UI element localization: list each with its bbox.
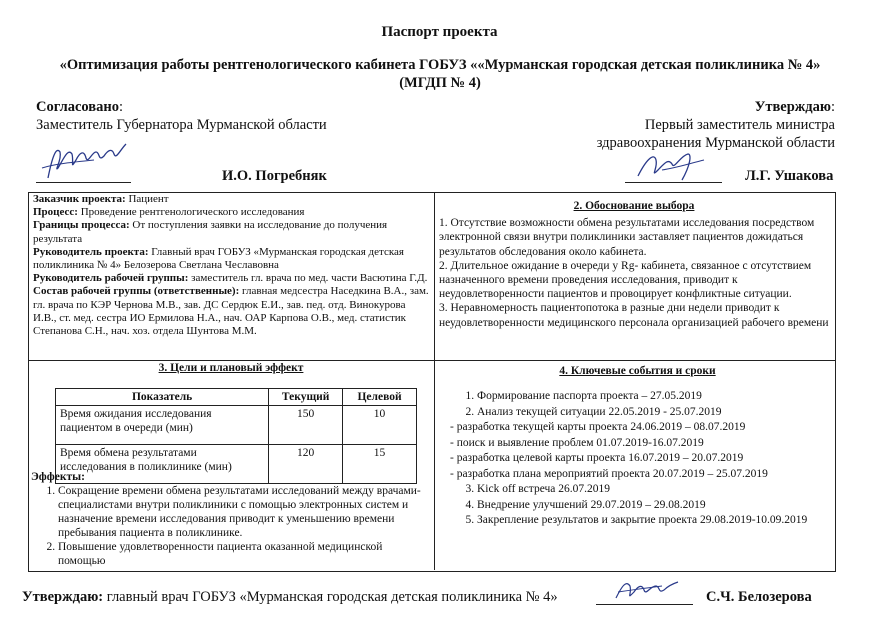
effect-item: 1. Сокращение времени обмена результатами исследований между врачами-специалистами внутри поликлиники с помощью электронных систем и назначение времени исследования приводит к уменьшению времени пребывания пациента в поликлинике. [58,484,427,540]
project-name-line2: (МГДП № 4) [399,75,481,91]
column-header: Текущий [269,389,343,406]
footer-position: главный врач ГОБУЗ «Мурманская городская детская поликлиника № 4» [103,589,558,605]
event-item: 2. Анализ текущей ситуации 22.05.2019 - 25.07.2019 [477,405,830,421]
table-row [56,406,417,445]
rationale-item: 3. Неравномерность пациентопотока в разные дни недели приводит к неудовлетворенности медицинского персонала организацией рабочего времени [439,302,829,329]
signature-left [34,138,134,184]
signature-right [632,146,722,186]
approval-left: Согласовано: Заместитель Губернатора Мурманской области [36,99,327,133]
signature-line-right [625,182,722,183]
event-item: 4. Внедрение улучшений 29.07.2019 – 29.08.2019 [477,498,830,514]
signature-line-left [36,182,131,183]
process-row: Процесс: Проведение рентгенологического исследования [33,206,305,219]
event-subitem: - разработка целевой карты проекта 16.07.2019 – 20.07.2019 [450,452,744,464]
approval-right-position-2: здравоохранения Мурманской области [596,135,835,151]
effects [31,470,427,568]
footer-label: Утверждаю: [22,589,104,605]
grid-divider-horizontal [28,360,835,361]
indicator-name: Время ожидания исследования пациентом в очереди (мин) [56,406,269,445]
column-header: Показатель [56,389,269,406]
event-subitem: - поиск и выявление проблем 01.07.2019-16.07.2019 [450,436,704,449]
selection-rationale [439,199,829,330]
event-subitem: - разработка текущей карты проекта 24.06.2019 – 08.07.2019 [450,421,746,433]
customer-row: Заказчик проекта: Пациент [33,193,169,205]
current-value: 150 [269,406,343,445]
approval-right-label: Утверждаю [754,99,831,115]
grid-divider-vertical [434,192,435,570]
column-header: Целевой [343,389,417,406]
project-name-line1: «Оптимизация работы рентгенологического кабинета ГОБУЗ ««Мурманская городская детская поликлиника № 4» [59,57,821,73]
leader-row: Руководитель проекта: Главный врач ГОБУЗ «Мурманская городская детская поликлиника № 4» Белозерова Светлана Чеславовна [33,245,404,272]
indicator-name: Время обмена результатами исследования в поликлинике (мин) [56,445,269,484]
working-group-row: Состав рабочей группы (ответственные): главная медсестра Наседкина В.А., зам. гл. врача по КЭР Чернова М.В., зав. ДС Сердюк Е.И., зав. пед. отд. Винокурова И.В., ст. мед. сестра ИО Ермилова Н.А., нач. ОАР Карпова О.В., мед. статистик Степанова С.Н., нач. хоз. отдела Шунтова М.М. [33,285,429,338]
bounds-row: Границы процесса: От поступления заявки на исследование до получения результата [33,219,388,245]
effects-label: Эффекты: [31,471,85,483]
rationale-item: 2. Длительное ожидание в очереди у Rg- кабинета, связанное с отсутствием назначенного времени проведения исследования, приводит к неудовлетворенности пациентов и провоцирует конфликтные ситуации. [439,259,812,301]
event-item: 3. Kick off встреча 26.07.2019 [477,482,830,498]
approval-right: Утверждаю: Первый заместитель министра здравоохранения Мурманской области [596,99,835,151]
section3-title: 3. Цели и плановый эффект [158,362,304,374]
event-item: 5. Закрепление результатов и закрытие проекта 29.08.2019-10.09.2019 [477,513,830,529]
target-value: 15 [343,445,417,484]
footer-name: С.Ч. Белозерова [706,589,812,605]
current-value: 120 [269,445,343,484]
target-value: 10 [343,406,417,445]
signature-footer [596,576,686,606]
footer-approval [22,589,558,606]
approval-left-position: Заместитель Губернатора Мурманской области [36,117,327,133]
event-item: 1. Формирование паспорта проекта – 27.05.2019 [477,389,830,405]
project-info [33,193,431,338]
wg-leader-row: Руководитель рабочей группы: заместитель гл. врача по мед. части Васютина Г.Д. [33,272,428,285]
key-events [450,389,830,529]
document-title: Паспорт проекта [381,24,498,40]
approval-left-name: И.О. Погребняк [222,168,327,184]
project-name [20,56,860,92]
signature-line-footer [596,604,693,605]
approval-right-name: Л.Г. Ушакова [745,168,834,184]
approval-left-label: Согласовано [36,99,119,115]
effect-item: 2. Повышение удовлетворенности пациента оказанной медицинской помощью [58,540,427,568]
rationale-item: 1. Отсутствие возможности обмена результатами исследования посредством электронной связи внутри поликлиники заставляет пациентов дожидаться результатов обследования около кабинета. [439,217,815,258]
section2-title: 2. Обоснование выбора [573,200,695,212]
event-subitem: - разработка плана мероприятий проекта 20.07.2019 – 25.07.2019 [450,467,768,480]
section4-title: 4. Ключевые события и сроки [559,365,716,377]
approval-right-position-1: Первый заместитель министра [644,117,835,133]
table-header-row [56,389,417,406]
